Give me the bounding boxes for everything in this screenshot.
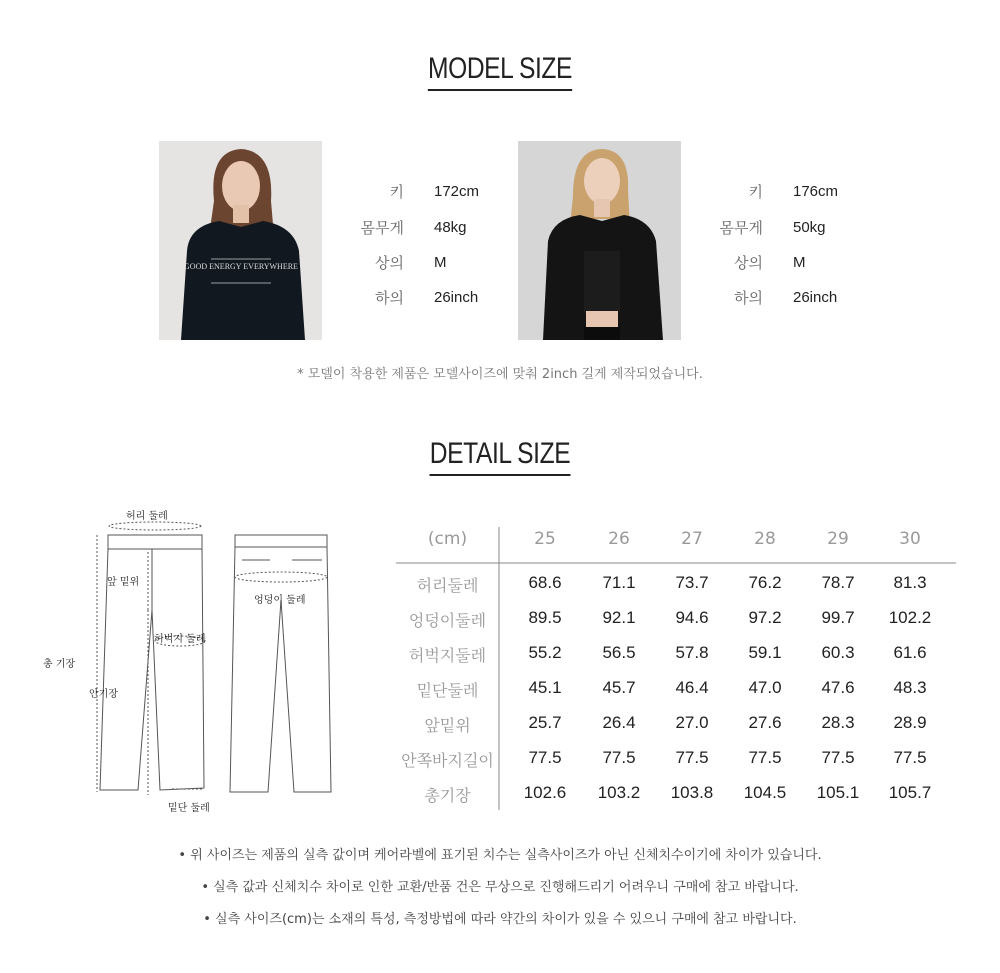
spec-row-bottom	[699, 288, 899, 308]
table-cell: 77.5	[675, 748, 709, 767]
diagram-label-front-rise: 앞 밑위	[107, 577, 140, 588]
table-cell: 27.6	[748, 713, 782, 732]
table-cell: 103.8	[670, 783, 714, 802]
diagram-label-waist: 허리 둘레	[126, 511, 168, 522]
table-cell: 47.0	[748, 678, 782, 697]
table-row-label: 안쪽바지길이	[401, 751, 494, 770]
table-row-label: 허리둘레	[416, 576, 479, 595]
diagram-label-inseam: 안기장	[89, 689, 118, 700]
detail-size-title: DETAIL SIZE	[90, 437, 910, 476]
spec-value: 50kg	[793, 219, 826, 236]
table-cell: 97.2	[748, 608, 782, 627]
table-cell: 104.5	[743, 783, 787, 802]
diagram-label-total-length: 총 기장	[43, 659, 76, 670]
table-size-header: 30	[899, 529, 921, 549]
model-1-specs	[340, 182, 540, 312]
size-table	[396, 522, 956, 812]
spec-label: 상의	[375, 254, 404, 272]
table-cell: 26.4	[602, 713, 636, 732]
table-cell: 45.7	[602, 678, 636, 697]
diagram-label-hem: 밑단 둘레	[168, 803, 210, 814]
table-cell: 25.7	[528, 713, 562, 732]
note-line: • 위 사이즈는 제품의 실측 값이며 케어라벨에 표기된 치수는 실측사이즈가 아닌 신체치수이기에 차이가 있습니다.	[178, 848, 822, 863]
table-cell: 94.6	[675, 608, 709, 627]
spec-row-top	[340, 253, 540, 273]
table-cell: 45.1	[528, 678, 562, 697]
table-cell: 89.5	[528, 608, 562, 627]
spec-label: 하의	[375, 289, 404, 307]
spec-row-top	[699, 253, 899, 273]
spec-value: M	[434, 254, 447, 271]
detail-notes	[0, 840, 1000, 936]
table-row-label: 총기장	[424, 786, 471, 805]
spec-row-bottom	[340, 288, 540, 308]
table-row-label: 앞밑위	[424, 716, 471, 735]
note-line: • 실측 값과 신체치수 차이로 인한 교환/반품 건은 무상으로 진행해드리기 어려우니 구매에 참고 바랍니다.	[201, 880, 799, 895]
table-cell: 76.2	[748, 573, 782, 592]
table-cell: 73.7	[675, 573, 709, 592]
table-size-header: 29	[827, 529, 849, 549]
table-cell: 47.6	[821, 678, 855, 697]
spec-row-weight	[699, 218, 899, 238]
table-cell: 99.7	[821, 608, 855, 627]
spec-row-height	[699, 182, 899, 202]
table-cell: 46.4	[675, 678, 709, 697]
table-cell: 77.5	[893, 748, 927, 767]
note-line: • 실측 사이즈(cm)는 소재의 특성, 측정방법에 따라 약간의 차이가 있을 수 있으니 구매에 참고 바랍니다.	[203, 912, 797, 927]
table-cell: 92.1	[602, 608, 636, 627]
table-cell: 105.1	[816, 783, 860, 802]
sweatshirt-print: GOOD ENERGY EVERYWHERE	[184, 262, 298, 271]
table-cell: 59.1	[748, 643, 782, 662]
table-cell: 48.3	[893, 678, 927, 697]
model-2-specs	[699, 182, 899, 312]
spec-value: 48kg	[434, 219, 467, 236]
table-cell: 28.9	[893, 713, 927, 732]
table-cell: 68.6	[528, 573, 562, 592]
table-size-header: 27	[681, 529, 703, 549]
table-cell: 55.2	[528, 643, 562, 662]
spec-label: 키	[748, 183, 763, 201]
model-photo-2	[518, 141, 681, 340]
spec-label: 상의	[734, 254, 763, 272]
table-cell: 102.2	[888, 608, 932, 627]
table-row-label: 허벅지둘레	[408, 646, 487, 665]
table-cell: 105.7	[888, 783, 932, 802]
table-row-label: 밑단둘레	[416, 681, 479, 700]
table-size-header: 25	[534, 529, 556, 549]
spec-value: 176cm	[793, 183, 839, 200]
table-cell: 102.6	[523, 783, 567, 802]
table-cell: 77.5	[528, 748, 562, 767]
table-size-header: 28	[754, 529, 776, 549]
table-cell: 27.0	[675, 713, 709, 732]
spec-value: 26inch	[434, 289, 479, 306]
table-cell: 57.8	[675, 643, 709, 662]
table-cell: 28.3	[821, 713, 855, 732]
model-size-note: * 모델이 착용한 제품은 모델사이즈에 맞춰 2inch 길게 제작되었습니다.	[297, 367, 703, 382]
table-cell: 56.5	[602, 643, 636, 662]
model-size-title: MODEL SIZE	[90, 52, 910, 91]
spec-value: 26inch	[793, 289, 838, 306]
spec-label: 몸무게	[719, 219, 763, 237]
table-cell: 61.6	[893, 643, 927, 662]
table-cell: 103.2	[597, 783, 641, 802]
diagram-label-thigh: 허벅지 둘레	[154, 634, 206, 645]
spec-row-height	[340, 182, 540, 202]
table-size-header: 26	[608, 529, 630, 549]
table-cell: 77.5	[821, 748, 855, 767]
table-cell: 78.7	[821, 573, 855, 592]
table-cell: 77.5	[748, 748, 782, 767]
spec-value: M	[793, 254, 806, 271]
diagram-label-hip: 엉덩이 둘레	[254, 595, 306, 606]
table-cell: 77.5	[602, 748, 636, 767]
spec-row-weight	[340, 218, 540, 238]
spec-label: 키	[389, 183, 404, 201]
table-unit-header: (cm)	[427, 529, 468, 549]
spec-label: 하의	[734, 289, 763, 307]
model-photo-1	[159, 141, 322, 340]
table-cell: 81.3	[893, 573, 927, 592]
spec-label: 몸무게	[360, 219, 404, 237]
pants-diagram	[40, 500, 340, 820]
table-cell: 60.3	[821, 643, 855, 662]
spec-value: 172cm	[434, 183, 480, 200]
table-row-label: 엉덩이둘레	[408, 611, 487, 630]
table-cell: 71.1	[602, 573, 636, 592]
